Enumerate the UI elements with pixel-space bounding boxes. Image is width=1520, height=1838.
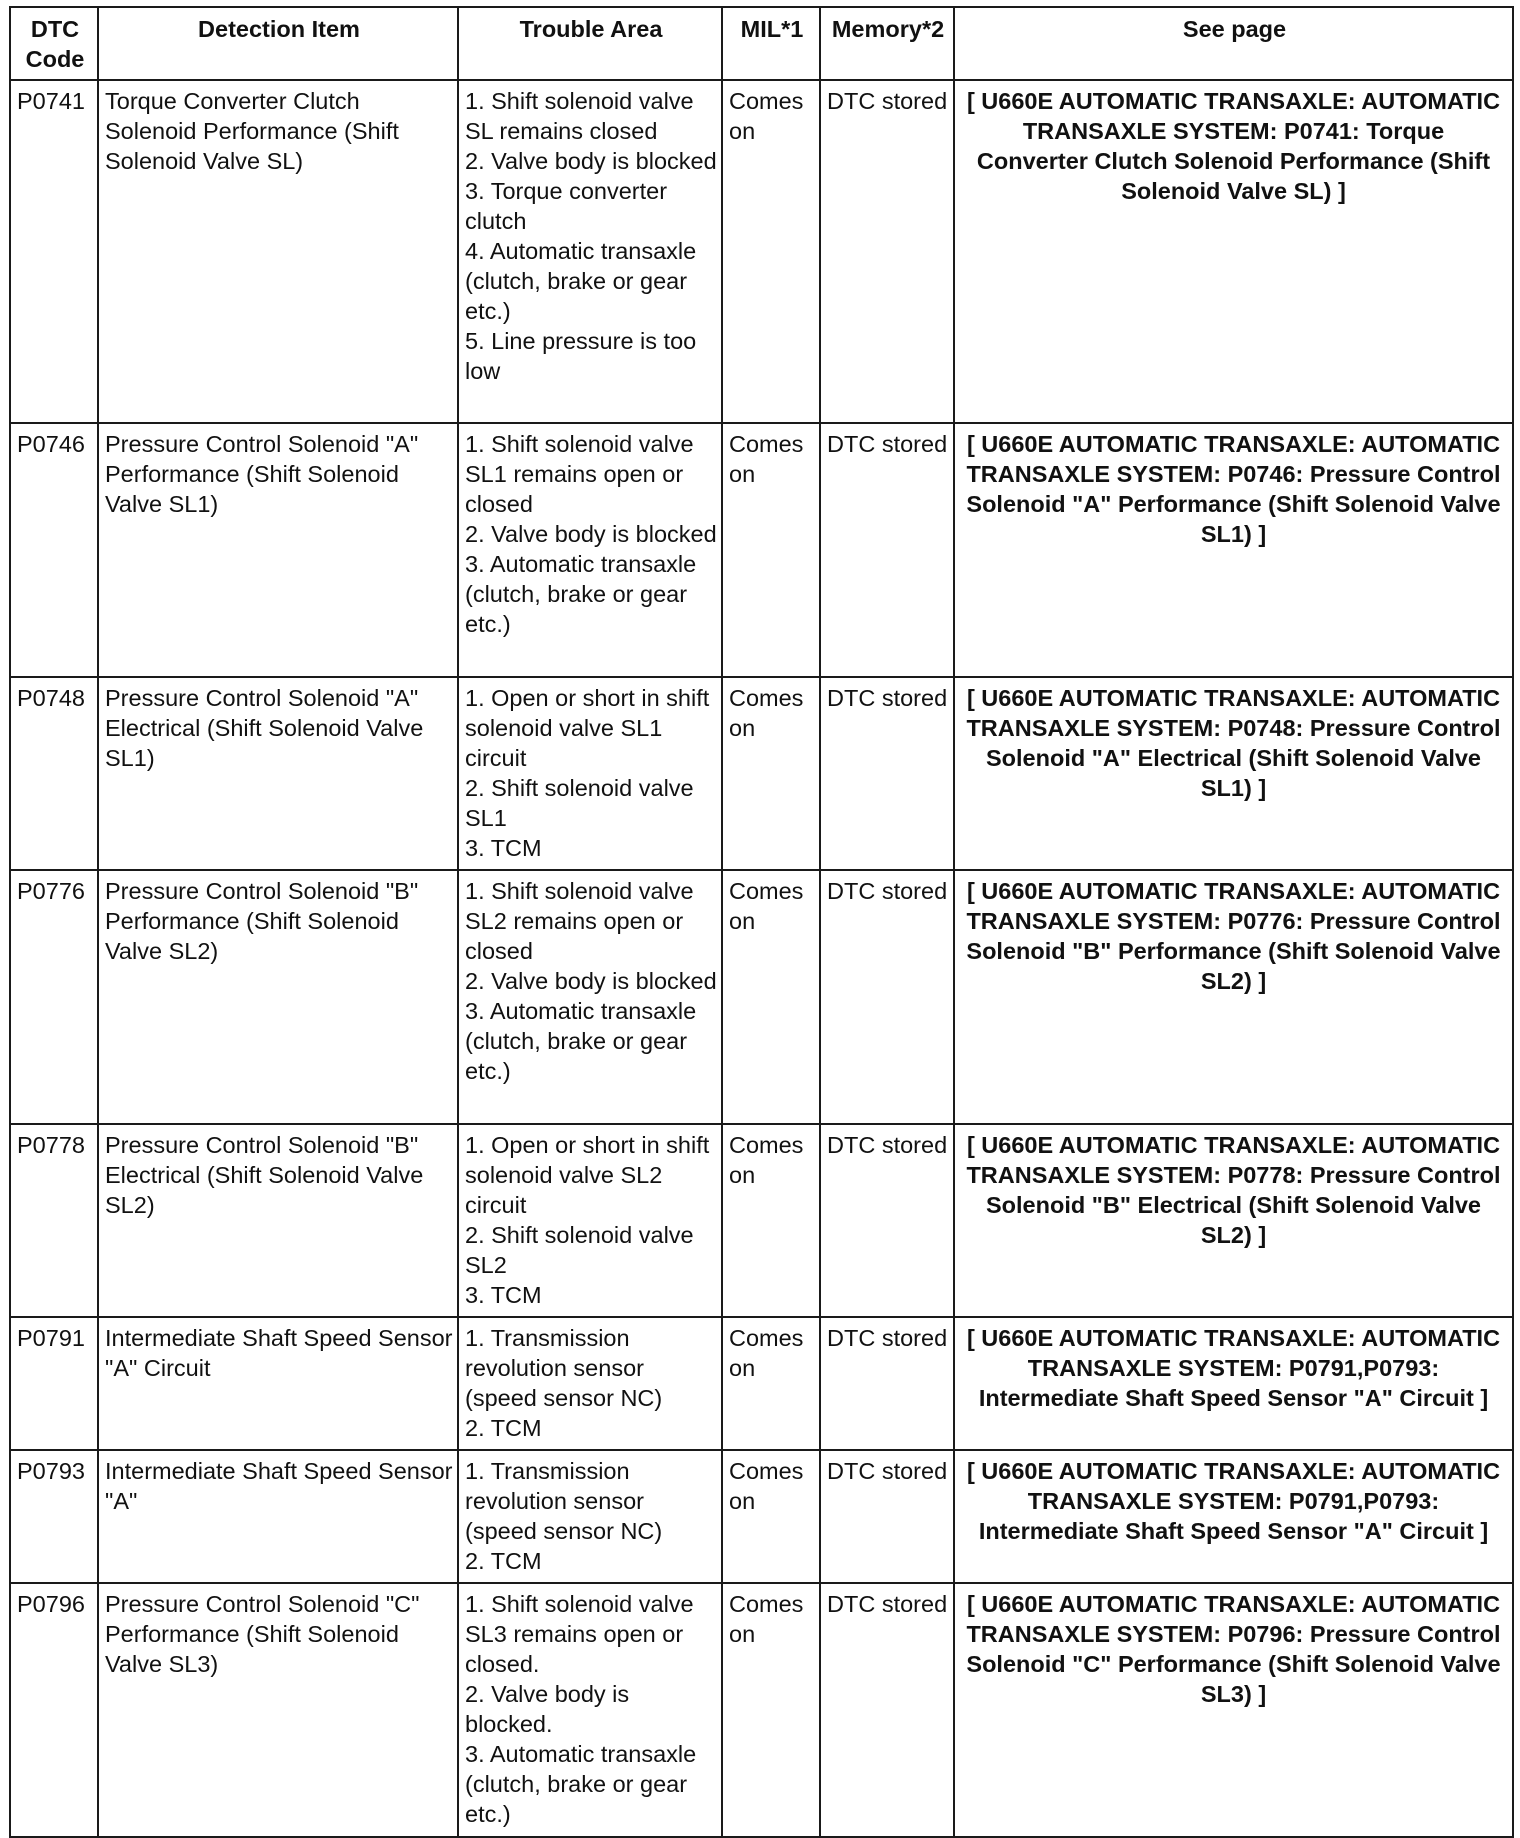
see-page-link[interactable]: [ U660E AUTOMATIC TRANSAXLE: AUTOMATIC TRANSAXLE SYSTEM: P0796: Pressure Control Solenoid "C" Performance (Shift Solenoid Valve SL3) ] (954, 1583, 1513, 1837)
mil-cell: Comes on (722, 423, 820, 677)
table-row (10, 1450, 1513, 1583)
table-row (10, 1583, 1513, 1837)
header-detection-item: Detection Item (98, 7, 458, 80)
header-see-page: See page (954, 7, 1513, 80)
dtc-code-cell: P0793 (10, 1450, 98, 1583)
memory-cell: DTC stored (820, 80, 954, 423)
dtc-code-cell: P0746 (10, 423, 98, 677)
header-trouble-area: Trouble Area (458, 7, 722, 80)
dtc-code-cell: P0748 (10, 677, 98, 870)
memory-cell: DTC stored (820, 1583, 954, 1837)
memory-cell: DTC stored (820, 677, 954, 870)
trouble-area-cell: 1. Shift solenoid valve SL1 remains open or closed 2. Valve body is blocked 3. Automatic transaxle (clutch, brake or gear etc.) (458, 423, 722, 677)
memory-cell: DTC stored (820, 1317, 954, 1450)
detection-item-cell: Intermediate Shaft Speed Sensor "A" (98, 1450, 458, 1583)
detection-item-cell: Pressure Control Solenoid "C" Performance (Shift Solenoid Valve SL3) (98, 1583, 458, 1837)
detection-item-cell: Pressure Control Solenoid "A" Electrical (Shift Solenoid Valve SL1) (98, 677, 458, 870)
trouble-area-cell: 1. Transmission revolution sensor (speed sensor NC) 2. TCM (458, 1450, 722, 1583)
header-memory: Memory*2 (820, 7, 954, 80)
see-page-link[interactable]: [ U660E AUTOMATIC TRANSAXLE: AUTOMATIC TRANSAXLE SYSTEM: P0778: Pressure Control Solenoid "B" Electrical (Shift Solenoid Valve SL2) ] (954, 1124, 1513, 1317)
mil-cell: Comes on (722, 1583, 820, 1837)
detection-item-cell: Intermediate Shaft Speed Sensor "A" Circuit (98, 1317, 458, 1450)
dtc-code-cell: P0791 (10, 1317, 98, 1450)
trouble-area-cell: 1. Shift solenoid valve SL remains closed 2. Valve body is blocked 3. Torque converter clutch 4. Automatic transaxle (clutch, brake or gear etc.) 5. Line pressure is too low (458, 80, 722, 423)
see-page-link[interactable]: [ U660E AUTOMATIC TRANSAXLE: AUTOMATIC TRANSAXLE SYSTEM: P0791,P0793: Intermediate Shaft Speed Sensor "A" Circuit ] (954, 1450, 1513, 1583)
table-row (10, 677, 1513, 870)
table-row (10, 1124, 1513, 1317)
detection-item-cell: Pressure Control Solenoid "B" Performance (Shift Solenoid Valve SL2) (98, 870, 458, 1124)
see-page-link[interactable]: [ U660E AUTOMATIC TRANSAXLE: AUTOMATIC TRANSAXLE SYSTEM: P0791,P0793: Intermediate Shaft Speed Sensor "A" Circuit ] (954, 1317, 1513, 1450)
memory-cell: DTC stored (820, 870, 954, 1124)
trouble-area-cell: 1. Shift solenoid valve SL3 remains open or closed. 2. Valve body is blocked. 3. Automatic transaxle (clutch, brake or gear etc.) (458, 1583, 722, 1837)
header-row (10, 7, 1513, 80)
see-page-link[interactable]: [ U660E AUTOMATIC TRANSAXLE: AUTOMATIC TRANSAXLE SYSTEM: P0776: Pressure Control Solenoid "B" Performance (Shift Solenoid Valve SL2) ] (954, 870, 1513, 1124)
mil-cell: Comes on (722, 1317, 820, 1450)
table-row (10, 1317, 1513, 1450)
mil-cell: Comes on (722, 870, 820, 1124)
see-page-link[interactable]: [ U660E AUTOMATIC TRANSAXLE: AUTOMATIC TRANSAXLE SYSTEM: P0746: Pressure Control Solenoid "A" Performance (Shift Solenoid Valve SL1) ] (954, 423, 1513, 677)
dtc-code-cell: P0776 (10, 870, 98, 1124)
header-dtc-code: DTC Code (10, 7, 98, 80)
mil-cell: Comes on (722, 1124, 820, 1317)
mil-cell: Comes on (722, 80, 820, 423)
dtc-table (9, 6, 1514, 1838)
table-row (10, 423, 1513, 677)
see-page-link[interactable]: [ U660E AUTOMATIC TRANSAXLE: AUTOMATIC TRANSAXLE SYSTEM: P0741: Torque Converter Clutch Solenoid Performance (Shift Solenoid Valve SL) ] (954, 80, 1513, 423)
memory-cell: DTC stored (820, 1124, 954, 1317)
detection-item-cell: Torque Converter Clutch Solenoid Performance (Shift Solenoid Valve SL) (98, 80, 458, 423)
mil-cell: Comes on (722, 677, 820, 870)
trouble-area-cell: 1. Shift solenoid valve SL2 remains open or closed 2. Valve body is blocked 3. Automatic transaxle (clutch, brake or gear etc.) (458, 870, 722, 1124)
memory-cell: DTC stored (820, 1450, 954, 1583)
mil-cell: Comes on (722, 1450, 820, 1583)
trouble-area-cell: 1. Open or short in shift solenoid valve SL1 circuit 2. Shift solenoid valve SL1 3. TCM (458, 677, 722, 870)
trouble-area-cell: 1. Transmission revolution sensor (speed sensor NC) 2. TCM (458, 1317, 722, 1450)
header-mil: MIL*1 (722, 7, 820, 80)
table-row (10, 80, 1513, 423)
dtc-code-cell: P0741 (10, 80, 98, 423)
detection-item-cell: Pressure Control Solenoid "A" Performance (Shift Solenoid Valve SL1) (98, 423, 458, 677)
trouble-area-cell: 1. Open or short in shift solenoid valve SL2 circuit 2. Shift solenoid valve SL2 3. TCM (458, 1124, 722, 1317)
table-row (10, 870, 1513, 1124)
detection-item-cell: Pressure Control Solenoid "B" Electrical (Shift Solenoid Valve SL2) (98, 1124, 458, 1317)
dtc-code-cell: P0778 (10, 1124, 98, 1317)
memory-cell: DTC stored (820, 423, 954, 677)
dtc-code-cell: P0796 (10, 1583, 98, 1837)
see-page-link[interactable]: [ U660E AUTOMATIC TRANSAXLE: AUTOMATIC TRANSAXLE SYSTEM: P0748: Pressure Control Solenoid "A" Electrical (Shift Solenoid Valve SL1) ] (954, 677, 1513, 870)
